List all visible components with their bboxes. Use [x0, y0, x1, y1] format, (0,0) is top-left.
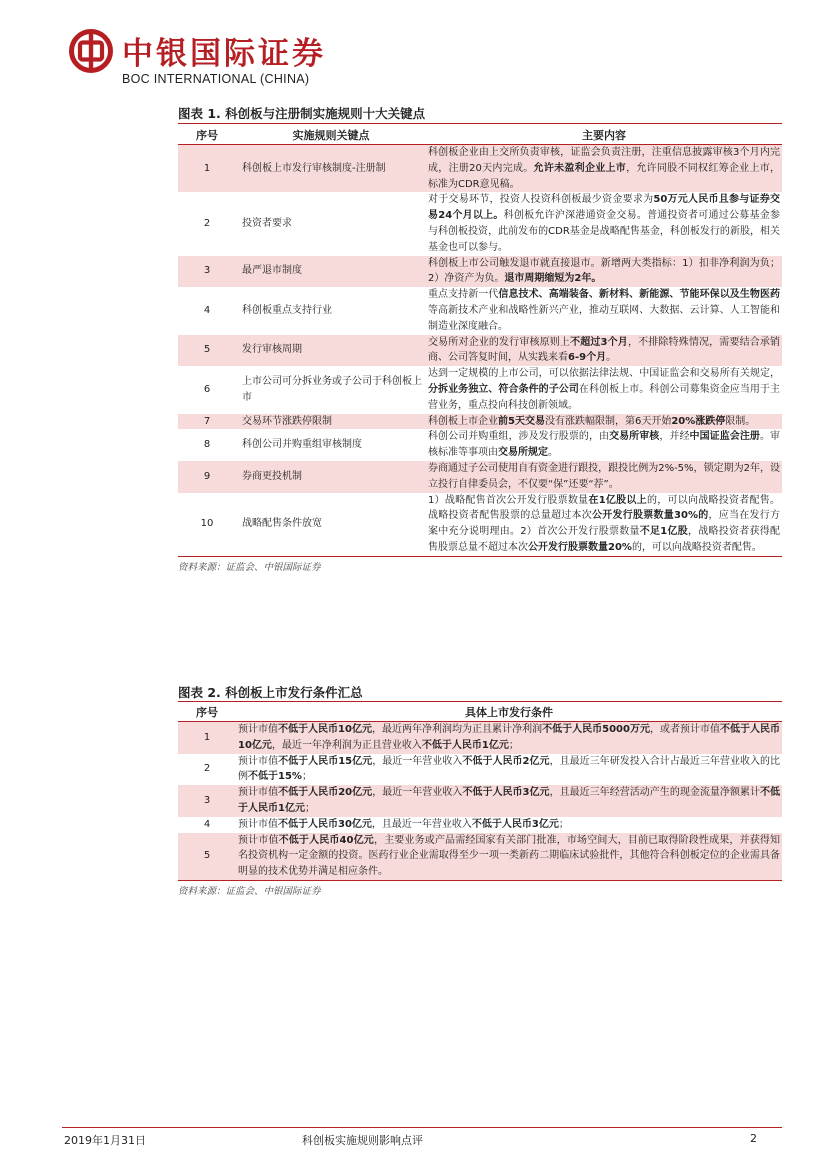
text-segment: ，最近一年营业收入	[372, 755, 463, 767]
emphasis-text: 允许未盈利企业上市	[533, 162, 627, 174]
text-segment: 科创板企业由上交所负责审核，证监会负责注册，注重信息披露审核3个月内完成，注册20天内完成。	[428, 147, 780, 174]
emphasis-text: 不低于人民币3亿元	[471, 818, 559, 830]
rule-key-point: 科创公司并购重组审核制度	[242, 439, 362, 451]
rule-description	[426, 335, 782, 367]
row-number: 2	[203, 218, 211, 230]
row-number: 7	[178, 414, 236, 430]
text-segment: 预计市值	[238, 755, 279, 767]
text-segment: ；	[301, 771, 312, 783]
table2-header-desc: 具体上市发行条件	[236, 704, 782, 722]
text-segment: 1）战略配售首次公开发行股票数量	[428, 494, 589, 506]
table2-title-rule	[178, 701, 782, 702]
footer-date: 2019年1月31日	[64, 1134, 146, 1147]
table1-title-rule	[178, 123, 782, 124]
table-row	[178, 461, 782, 493]
table2-title: 图表 2. 科创板上市发行条件汇总	[178, 685, 363, 700]
table-row	[178, 429, 782, 461]
text-segment: 的，可以向战略投资者配售。战略投资者配售股票的总量超过本次	[428, 494, 780, 522]
table1-header-desc: 主要内容	[426, 127, 782, 145]
text-segment: ，最近一年营业收入	[372, 787, 463, 799]
rule-key-point: 科创板上市发行审核制度-注册制	[236, 145, 426, 193]
row-number: 2	[203, 763, 211, 775]
emphasis-text: 不低于人民币3亿元	[462, 787, 550, 799]
text-segment: 预计市值	[238, 787, 279, 799]
text-segment: ，战略投资者获得配售股票总量不超过本次	[428, 526, 780, 553]
text-segment: 重点支持新一代	[428, 289, 499, 301]
row-number: 8	[203, 439, 211, 451]
text-segment: 限制。	[725, 415, 756, 427]
emphasis-text: 不低于人民币10亿元	[278, 724, 372, 735]
table-row	[178, 754, 782, 786]
text-segment: 科创公司并购重组，涉及发行股票的，由	[428, 431, 610, 443]
text-segment: ；	[304, 802, 315, 814]
table2	[178, 704, 782, 880]
rule-description	[426, 429, 782, 461]
emphasis-text: 不低于人民币40亿元	[278, 834, 374, 846]
company-logo	[68, 28, 368, 88]
emphasis-text: 交易所规定	[498, 447, 548, 459]
rule-description	[426, 287, 782, 334]
text-segment: 券商通过子公司使用自有资金进行跟投，跟投比例为2%-5%，锁定期为2年，设立投行自律委员会，不仅要“保”还要“荐”。	[428, 462, 780, 490]
emphasis-text: 在1亿股以上	[588, 494, 647, 506]
emphasis-text: 不低于人民币10亿元	[238, 724, 781, 751]
emphasis-text: 6-9个月	[568, 352, 607, 364]
text-segment: ，并经	[659, 431, 690, 443]
text-segment: 预计市值	[238, 724, 279, 735]
emphasis-text: 不低于人民币1亿元	[238, 787, 781, 814]
rule-description	[426, 192, 782, 255]
text-segment: ，最近一年净利润为正且营业收入	[271, 739, 422, 751]
table-row	[178, 493, 782, 556]
rule-key-point: 最严退市制度	[236, 256, 426, 288]
text-segment: 。审核标准等事项由	[428, 431, 781, 459]
text-segment: 等高新技术产业和战略性新兴产业，推动互联网、大数据、云计算、人工智能和制造业深度融合。	[428, 304, 780, 332]
table2-source: 资料来源：证监会、中银国际证券	[178, 886, 321, 897]
table-row	[178, 192, 782, 255]
emphasis-text: 不低于人民币15亿元	[278, 755, 373, 767]
footer-page-number: 2	[750, 1132, 757, 1145]
text-segment: ；	[508, 739, 519, 751]
row-number: 5	[178, 335, 236, 367]
listing-condition	[236, 754, 782, 786]
listing-condition	[236, 833, 782, 880]
rule-description	[426, 145, 782, 193]
row-number: 5	[178, 833, 236, 880]
company-name-en: BOC INTERNATIONAL (CHINA)	[122, 72, 310, 86]
text-segment: ，或者预计市值	[649, 724, 720, 735]
company-name-cn: 中银国际证券	[122, 36, 326, 72]
rule-key-point: 战略配售条件放宽	[242, 518, 322, 530]
emphasis-text: 信息技术、高端装备、新材料、新能源、节能环保以及生物医药	[498, 289, 781, 301]
table2-bottom-rule	[178, 880, 782, 881]
row-number: 4	[203, 818, 211, 830]
text-segment: ，允许同股不同权红筹企业上市，标准为CDR意见稿。	[428, 162, 781, 190]
emphasis-text: 不低于人民币2亿元	[462, 755, 550, 767]
emphasis-text: 退市周期缩短为2年。	[504, 273, 602, 285]
table-row	[178, 785, 782, 817]
table1-header-num: 序号	[178, 127, 236, 145]
table1-bottom-rule	[178, 556, 782, 557]
rule-description	[426, 461, 782, 493]
text-segment: 的，可以向战略投资者配售。	[631, 541, 762, 553]
text-segment: 预计市值	[238, 818, 278, 830]
text-segment: 预计市值	[238, 834, 279, 846]
table1-header-key: 实施规则关键点	[236, 127, 426, 145]
footer-rule	[62, 1127, 782, 1128]
emphasis-text: 不低于15%	[248, 771, 302, 783]
rule-description	[426, 414, 782, 430]
row-number: 3	[178, 785, 236, 817]
text-segment: ，且最近三年研发投入合计占最近三年营业收入的比例	[238, 755, 781, 783]
footer-doc-title: 科创板实施规则影响点评	[302, 1134, 423, 1147]
text-segment: ，最近两年净利润均为正且累计净利润	[372, 724, 543, 735]
text-segment: ，主要业务或产品需经国家有关部门批准，市场空间大，目前已取得阶段性成果，并获得知名投资机构一定金额的投资。医药行业企业需取得至少一项一类新药二期临床试验批件，其他符合科创板定位的企业需具备明显的技术优势并满足相应条件。	[238, 834, 781, 878]
text-segment: 科创板上市企业	[428, 415, 498, 427]
listing-condition	[236, 817, 782, 833]
table2-header-num: 序号	[178, 704, 236, 722]
row-number: 10	[200, 518, 214, 530]
text-segment: 达到一定规模的上市公司，可以依据法律法规、中国证监会和交易所有关规定，	[428, 368, 780, 380]
table-row	[178, 287, 782, 334]
emphasis-text: 前5天交易	[498, 415, 545, 427]
emphasis-text: 不低于人民币20亿元	[278, 787, 373, 799]
table-row	[178, 833, 782, 880]
table-row	[178, 414, 782, 430]
text-segment: ，且最近三年经营活动产生的现金流量净额累计	[549, 787, 761, 799]
table1	[178, 127, 782, 556]
emphasis-text: 分拆业务独立、符合条件的子公司	[428, 383, 579, 395]
text-segment: ，应当在发行方案中充分说明理由。2）首次公开发行股票数量	[428, 510, 781, 538]
row-number: 6	[203, 383, 211, 395]
bank-of-china-logo-icon	[68, 28, 114, 74]
row-number: 9	[178, 461, 236, 493]
emphasis-text: 不足1亿股	[639, 526, 688, 538]
row-number: 4	[203, 304, 211, 316]
table-row	[178, 335, 782, 367]
emphasis-text: 公开发行股票数量30%的	[592, 510, 709, 522]
rule-key-point: 发行审核周期	[236, 335, 426, 367]
table-row	[178, 722, 782, 754]
rule-key-point: 投资者要求	[242, 218, 292, 230]
text-segment: 没有涨跌幅限制，第6天开始	[544, 415, 672, 427]
text-segment: ，不排除特殊情况，需要结合承销商、公司答复时间，从实践来看	[428, 336, 781, 364]
table1-title: 图表 1. 科创板与注册制实施规则十大关键点	[178, 106, 426, 121]
listing-condition	[236, 785, 782, 817]
rule-description	[426, 493, 782, 556]
emphasis-text: 不低于人民币1亿元	[421, 739, 509, 751]
emphasis-text: 不低于人民币5000万元	[542, 724, 650, 735]
text-segment: 。	[548, 447, 558, 459]
row-number: 1	[178, 722, 236, 754]
emphasis-text: 交易所审核	[609, 431, 660, 443]
table-row	[178, 256, 782, 288]
rule-key-point: 券商更投机制	[236, 461, 426, 493]
text-segment: ；	[558, 818, 569, 830]
table-row	[178, 145, 782, 193]
emphasis-text: 不低于人民币30亿元	[278, 818, 372, 830]
emphasis-text: 公开发行股票数量20%	[528, 541, 632, 553]
rule-key-point: 上市公司可分拆业务或子公司于科创板上市	[242, 376, 422, 403]
text-segment: 对于交易环节，投资人投资科创板最少资金要求为	[428, 194, 654, 206]
rule-key-point: 科创板重点支持行业	[242, 304, 332, 316]
row-number: 1	[178, 145, 236, 193]
table-row	[178, 817, 782, 833]
row-number: 3	[178, 256, 236, 288]
text-segment: 科创板允许沪深港通资金交易。普通投资者可通过公募基金参与科创板投资，此前发布的CDR基金是战略配售基金，科创板发行的新股，相关基金也可以参与。	[428, 210, 781, 253]
rule-description	[426, 256, 782, 288]
rule-key-point: 交易环节涨跌停限制	[236, 414, 426, 430]
emphasis-text: 中国证监会注册	[689, 431, 760, 443]
text-segment: 在科创板上市。科创公司募集资金应当用于主营业务，重点投向科技创新领域。	[428, 383, 781, 411]
text-segment: 科创板上市公司触发退市就直接退市。新增两大类指标：1）扣非净利润为负；2）净资产为负。	[428, 257, 780, 285]
text-segment: 交易所对企业的发行审核原则上	[428, 336, 571, 348]
text-segment: ，且最近一年营业收入	[371, 818, 472, 830]
emphasis-text: 50万元人民币且参与证券交易24个月以上。	[428, 194, 780, 222]
table1-source: 资料来源：证监会、中银国际证券	[178, 562, 321, 573]
listing-condition	[236, 722, 782, 754]
table-row	[178, 366, 782, 413]
text-segment: 。	[606, 352, 617, 364]
emphasis-text: 不超过3个月	[570, 336, 628, 348]
rule-description	[426, 366, 782, 413]
emphasis-text: 20%涨跌停	[671, 415, 726, 427]
